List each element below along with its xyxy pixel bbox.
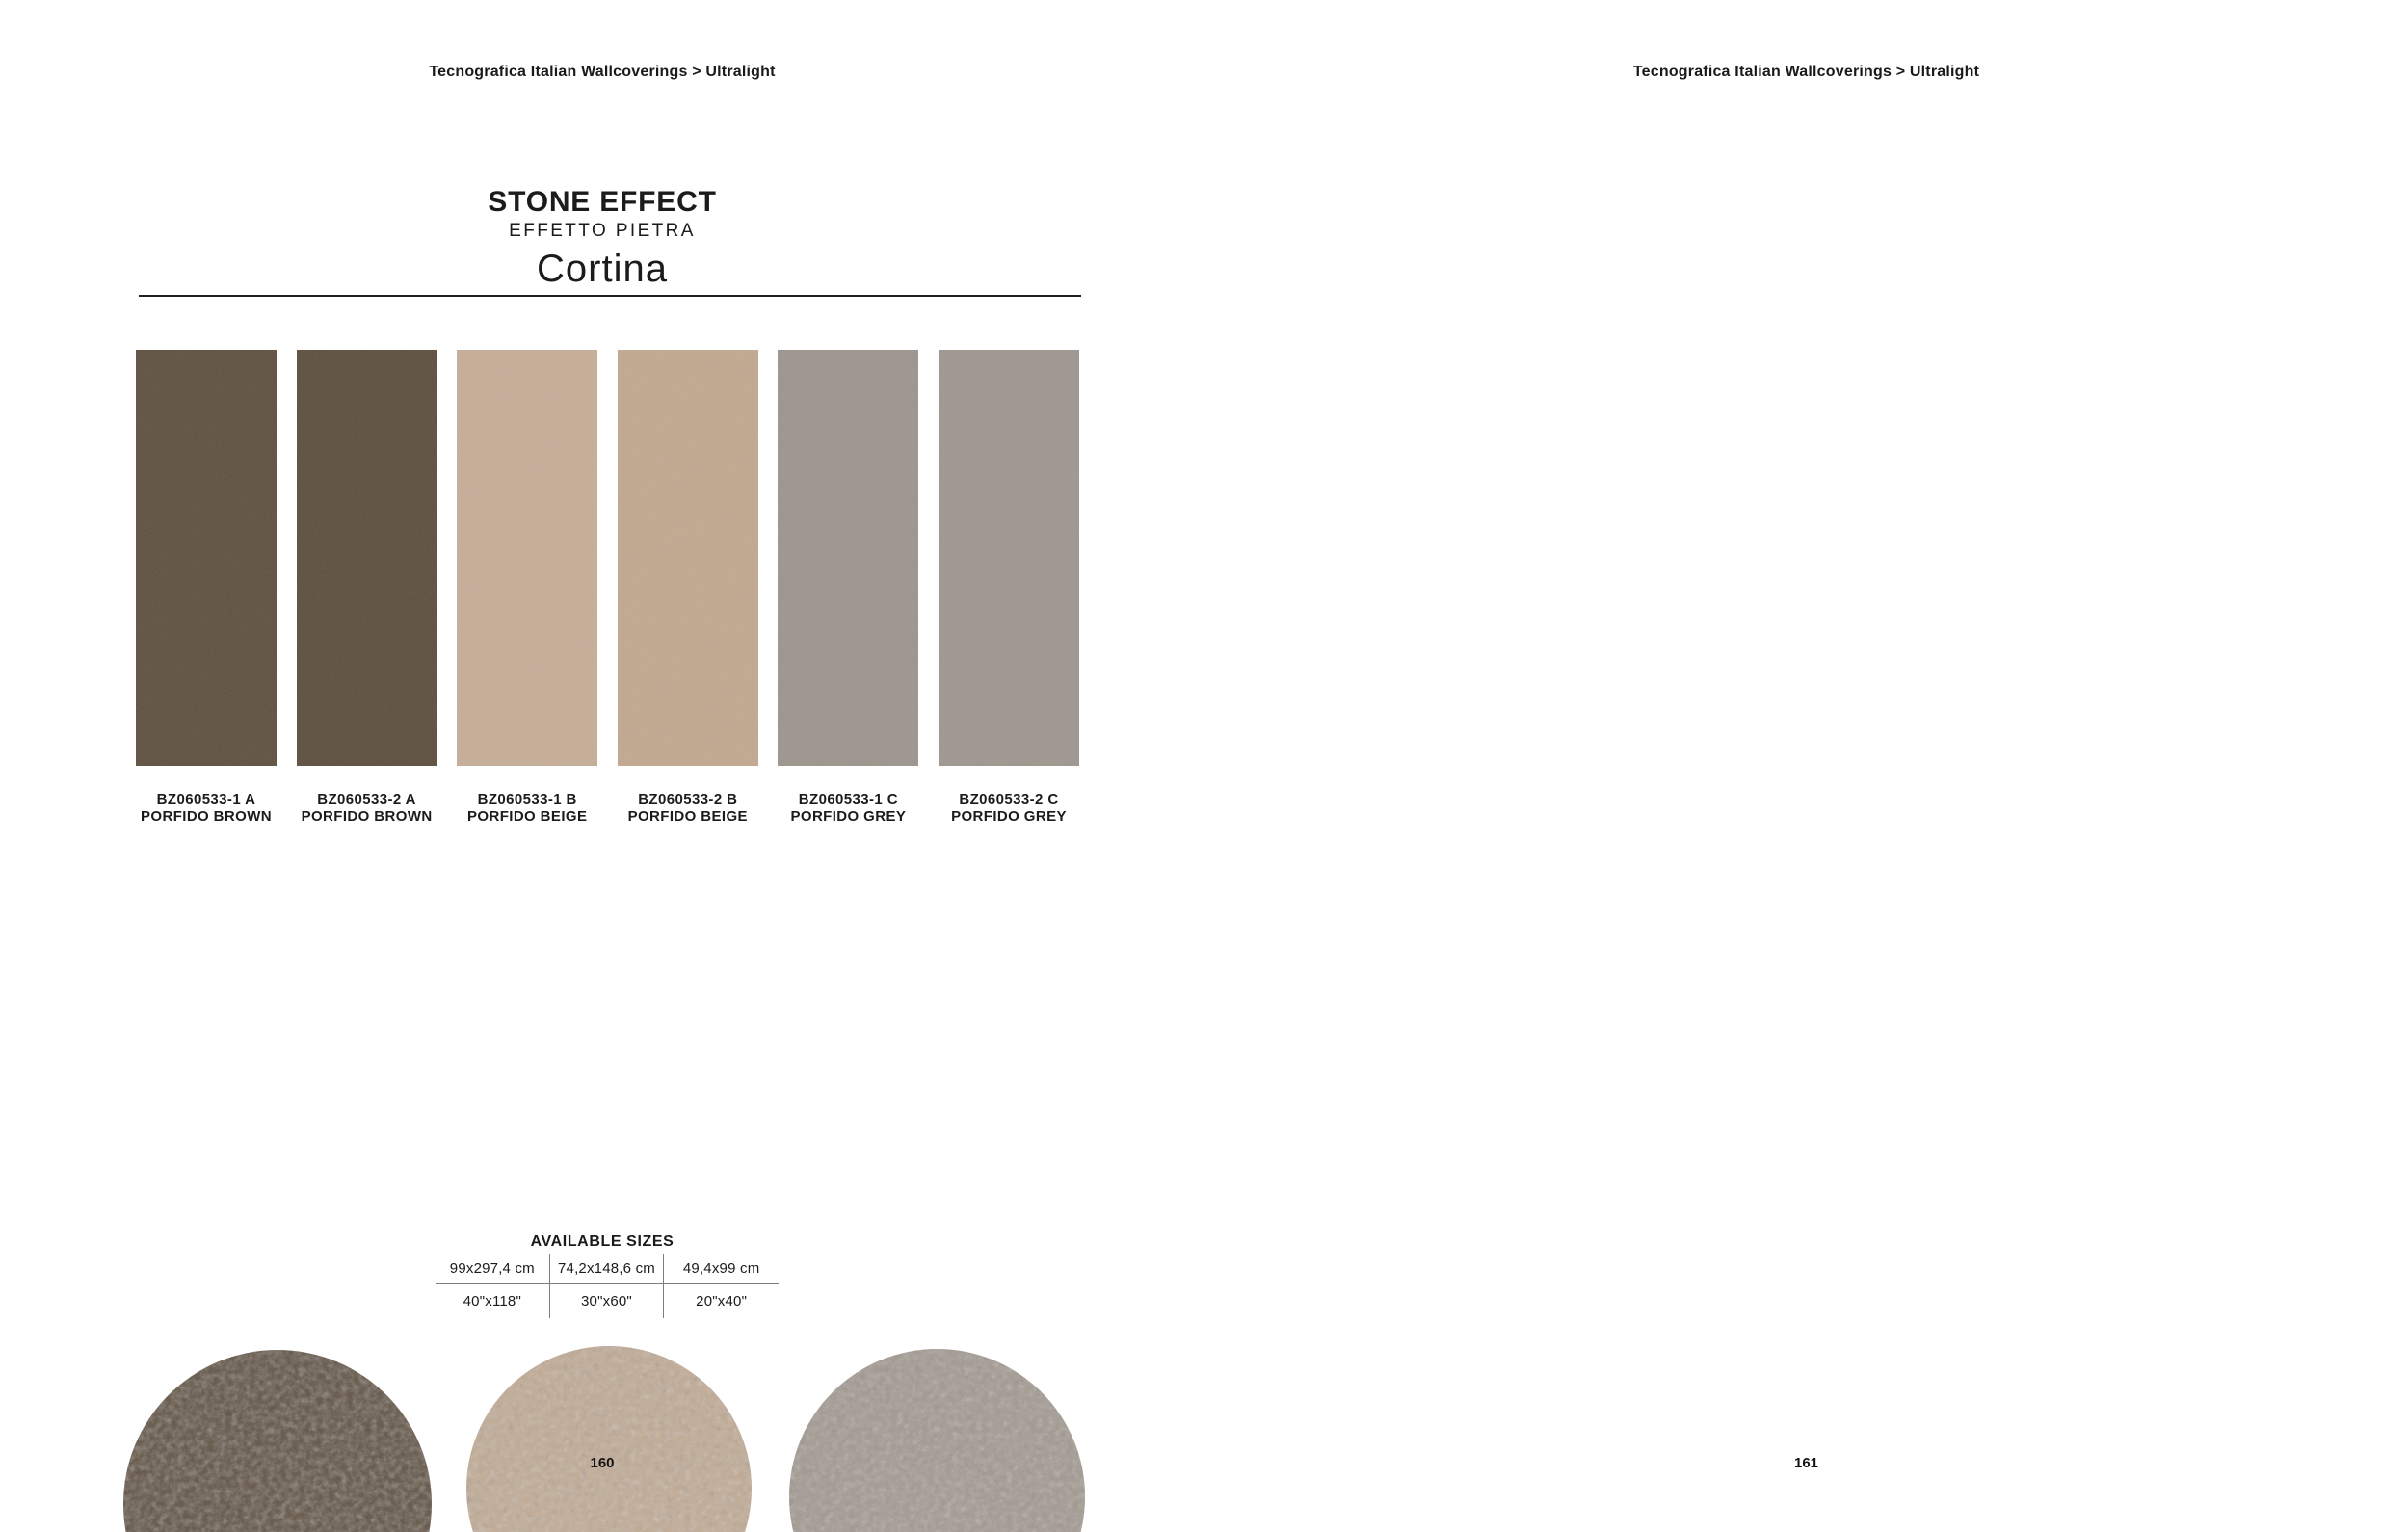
swatch-name: PORFIDO GREY: [951, 808, 1067, 825]
category-title: STONE EFFECT: [488, 186, 717, 218]
product-name: Cortina: [537, 248, 668, 290]
swatch-column-2: [297, 350, 437, 826]
swatch-name: PORFIDO BEIGE: [627, 808, 748, 825]
size-cell: 20"x40": [696, 1293, 748, 1309]
page-number-right: 161: [1793, 1455, 1819, 1471]
swatch-sample-image: [618, 350, 758, 766]
size-cell: 99x297,4 cm: [436, 1254, 550, 1284]
page-number-left: 160: [590, 1455, 615, 1471]
size-cell: 74,2x148,6 cm: [550, 1254, 665, 1284]
swatch-column-1: [136, 350, 277, 826]
swatch-label: [136, 791, 277, 826]
swatch-name: PORFIDO BROWN: [140, 808, 273, 825]
swatch-column-4: [618, 350, 758, 826]
breadcrumb: Tecnografica Italian Wallcoverings > Ultralight: [1632, 64, 1980, 80]
swatch-code: BZ060533-2 C: [959, 791, 1059, 807]
available-sizes-title: AVAILABLE SIZES: [530, 1233, 675, 1250]
swatch-code: BZ060533-1 C: [798, 791, 898, 807]
swatch-sample-image: [457, 350, 597, 766]
swatch-name: PORFIDO BROWN: [301, 808, 433, 825]
title-block: [0, 186, 1204, 290]
swatch-label: [618, 791, 758, 826]
texture-image-grey: [789, 1349, 1085, 1532]
swatch-sample-image: [778, 350, 918, 766]
texture-image-beige: [466, 1346, 752, 1532]
page-right: [1204, 0, 2408, 1532]
swatch-code: BZ060533-1 B: [477, 791, 577, 807]
breadcrumb: Tecnografica Italian Wallcoverings > Ultralight: [429, 64, 776, 80]
size-cell: 30"x60": [550, 1284, 665, 1318]
swatch-code: BZ060533-2 B: [638, 791, 738, 807]
swatch-name: PORFIDO BEIGE: [466, 808, 588, 825]
swatch-sample-image: [939, 350, 1079, 766]
swatch-column-5: [778, 350, 918, 826]
swatch-column-3: [457, 350, 597, 826]
swatch-sample-image: [136, 350, 277, 766]
swatch-label: [457, 791, 597, 826]
sizes-row-inch: [436, 1284, 779, 1318]
swatch-code: BZ060533-2 A: [317, 791, 416, 807]
swatch-label: [778, 791, 918, 826]
swatch-row: [136, 350, 1079, 826]
swatch-sample-image: [297, 350, 437, 766]
swatch-label: [297, 791, 437, 826]
size-cell: 49,4x99 cm: [664, 1254, 779, 1284]
title-divider: [139, 295, 1081, 297]
swatch-code: BZ060533-1 A: [156, 791, 256, 807]
swatch-name: PORFIDO GREY: [790, 808, 907, 825]
category-subtitle: EFFETTO PIETRA: [509, 221, 696, 241]
texture-detail-circle-grey: [789, 1349, 1085, 1532]
sizes-table: [436, 1254, 779, 1318]
swatch-label: [939, 791, 1079, 826]
sizes-row-cm: [436, 1254, 779, 1284]
texture-image-brown: [123, 1350, 432, 1532]
texture-detail-circle-brown: [123, 1350, 432, 1532]
size-cell: 40"x118": [436, 1284, 550, 1318]
swatch-column-6: [939, 350, 1079, 826]
texture-detail-circle-beige: [466, 1346, 752, 1532]
